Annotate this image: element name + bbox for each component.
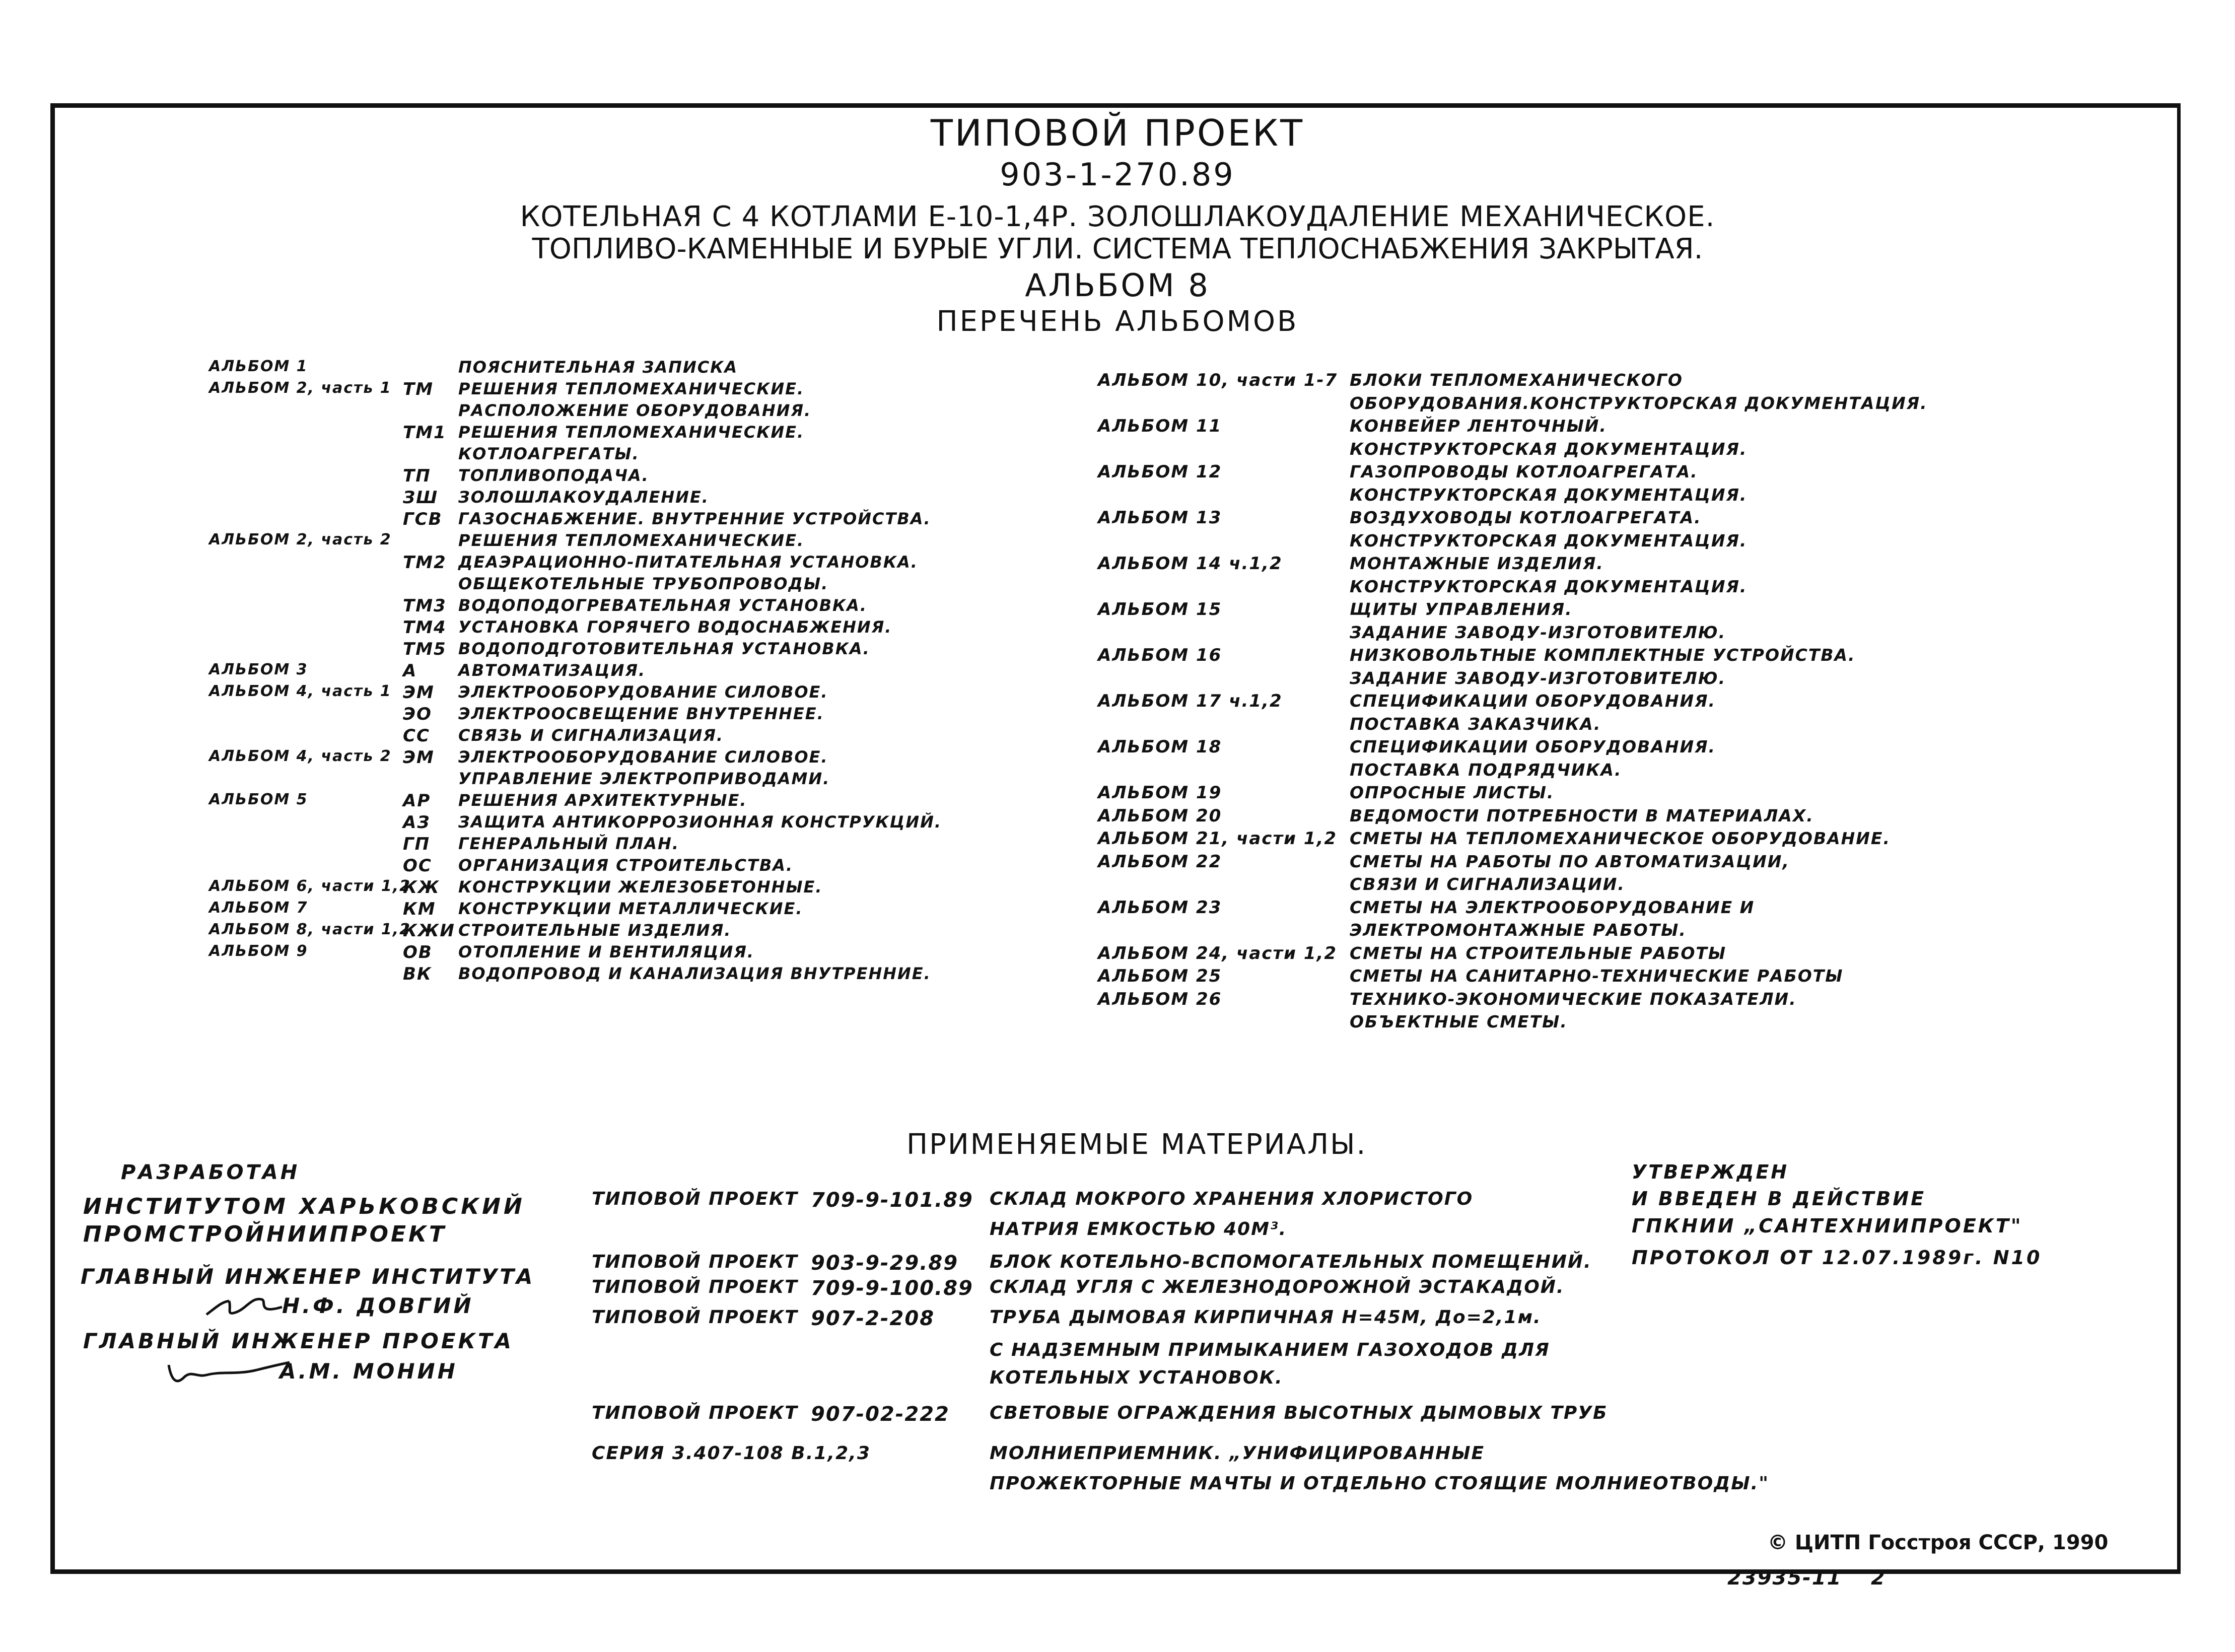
album-description: ЭЛЕКТРОМОНТАЖНЫЕ РАБОТЫ. bbox=[1350, 920, 1687, 940]
album-description: УПРАВЛЕНИЕ ЭЛЕКТРОПРИВОДАМИ. bbox=[458, 769, 830, 788]
album-description: ВОДОПОДГОТОВИТЕЛЬНАЯ УСТАНОВКА. bbox=[458, 639, 870, 658]
material-number: 907-2-208 bbox=[811, 1307, 935, 1330]
material-label: ТИПОВОЙ ПРОЕКТ bbox=[592, 1277, 798, 1297]
title-album: АЛЬБОМ 8 bbox=[1025, 267, 1210, 304]
album-description: КОНСТРУКЦИИ МЕТАЛЛИЧЕСКИЕ. bbox=[458, 899, 803, 918]
list-item bbox=[0, 714, 2166, 736]
list-item bbox=[0, 485, 2166, 507]
list-item bbox=[0, 874, 2166, 897]
album-description: МОНТАЖНЫЕ ИЗДЕЛИЯ. bbox=[1350, 554, 1604, 573]
section-code: КЖ bbox=[403, 877, 440, 898]
material-label: ТИПОВОЙ ПРОЕКТ bbox=[592, 1307, 798, 1328]
album-label: АЛЬБОМ 14 ч.1,2 bbox=[1098, 554, 1283, 574]
album-label: АЛЬБОМ 1 bbox=[209, 358, 308, 375]
album-description: АВТОМАТИЗАЦИЯ. bbox=[458, 661, 646, 680]
list-item bbox=[0, 416, 2166, 438]
album-description: СМЕТЫ НА РАБОТЫ ПО АВТОМАТИЗАЦИИ, bbox=[1350, 852, 1790, 871]
album-label: АЛЬБОМ 5 bbox=[209, 791, 308, 808]
album-description: ТОПЛИВОПОДАЧА. bbox=[458, 466, 649, 485]
section-code: ВК bbox=[403, 964, 432, 984]
material-number: 709-9-101.89 bbox=[811, 1189, 973, 1212]
section-code: ОВ bbox=[403, 942, 433, 962]
album-label: АЛЬБОМ 11 bbox=[1098, 416, 1222, 436]
album-description: СПЕЦИФИКАЦИИ ОБОРУДОВАНИЯ. bbox=[1350, 737, 1716, 756]
list-item bbox=[0, 920, 2166, 942]
album-description: ПОЯСНИТЕЛЬНАЯ ЗАПИСКА bbox=[458, 358, 738, 377]
list-item bbox=[0, 806, 2166, 828]
chief-engineer-project-name: А.М. МОНИН bbox=[280, 1359, 458, 1384]
album-description: СМЕТЫ НА САНИТАРНО-ТЕХНИЧЕСКИЕ РАБОТЫ bbox=[1350, 966, 1844, 986]
album-label: АЛЬБОМ 16 bbox=[1098, 645, 1222, 665]
list-item bbox=[0, 668, 2166, 691]
album-description: СВЯЗЬ И СИГНАЛИЗАЦИЯ. bbox=[458, 726, 724, 745]
material-number: 903-9-29.89 bbox=[811, 1252, 959, 1275]
material-description: С НАДЗЕМНЫМ ПРИМЫКАНИЕМ ГАЗОХОДОВ ДЛЯ bbox=[990, 1340, 1550, 1360]
album-label: АЛЬБОМ 18 bbox=[1098, 737, 1222, 757]
list-item bbox=[0, 577, 2166, 599]
album-label: АЛЬБОМ 12 bbox=[1098, 462, 1222, 482]
material-description: НАТРИЯ ЕМКОСТЬЮ 40М³. bbox=[990, 1219, 1287, 1240]
album-description: НИЗКОВОЛЬТНЫЕ КОМПЛЕКТНЫЕ УСТРОЙСТВА. bbox=[1350, 645, 1856, 665]
album-description: ЭЛЕКТРООСВЕЩЕНИЕ ВНУТРЕННЕЕ. bbox=[458, 704, 824, 723]
section-code: ЗШ bbox=[403, 488, 439, 508]
album-label: АЛЬБОМ 24, части 1,2 bbox=[1098, 943, 1338, 963]
album-description: РАСПОЛОЖЕНИЕ ОБОРУДОВАНИЯ. bbox=[458, 401, 812, 420]
material-description: КОТЕЛЬНЫХ УСТАНОВОК. bbox=[990, 1367, 1283, 1388]
material-description: ПРОЖЕКТОРНЫЕ МАЧТЫ И ОТДЕЛЬНО СТОЯЩИЕ МОЛНИЕОТВОДЫ." bbox=[990, 1473, 1770, 1494]
album-description: ЭЛЕКТРООБОРУДОВАНИЕ СИЛОВОЕ. bbox=[458, 682, 828, 702]
material-description: ТРУБА ДЫМОВАЯ КИРПИЧНАЯ Н=45М, До=2,1м. bbox=[990, 1307, 1542, 1328]
approved-label: УТВЕРЖДЕН bbox=[1632, 1161, 1789, 1183]
title-project-number: 903-1-270.89 bbox=[1000, 156, 1235, 193]
list-item bbox=[0, 1473, 2166, 1495]
album-label: АЛЬБОМ 4, часть 1 bbox=[209, 682, 392, 700]
album-description: УСТАНОВКА ГОРЯЧЕГО ВОДОСНАБЖЕНИЯ. bbox=[458, 617, 892, 637]
list-item bbox=[0, 691, 2166, 713]
album-description: КОНСТРУКТОРСКАЯ ДОКУМЕНТАЦИЯ. bbox=[1350, 485, 1748, 505]
signature-monin bbox=[161, 1350, 292, 1390]
album-description: ВОДОПРОВОД И КАНАЛИЗАЦИЯ ВНУТРЕННИЕ. bbox=[458, 964, 931, 983]
album-description: КОНСТРУКЦИИ ЖЕЛЕЗОБЕТОННЫЕ. bbox=[458, 877, 823, 897]
materials-heading: ПРИМЕНЯЕМЫЕ МАТЕРИАЛЫ. bbox=[906, 1128, 1367, 1161]
material-label: ТИПОВОЙ ПРОЕКТ bbox=[592, 1252, 798, 1272]
material-description: СКЛАД УГЛЯ С ЖЕЛЕЗНОДОРОЖНОЙ ЭСТАКАДОЙ. bbox=[990, 1277, 1565, 1297]
material-description: БЛОК КОТЕЛЬНО-ВСПОМОГАТЕЛЬНЫХ ПОМЕЩЕНИЙ. bbox=[990, 1252, 1592, 1272]
list-item bbox=[0, 737, 2166, 759]
album-label: АЛЬБОМ 4, часть 2 bbox=[209, 747, 392, 765]
section-code: СС bbox=[403, 726, 430, 746]
album-description: ОПРОСНЫЕ ЛИСТЫ. bbox=[1350, 783, 1555, 802]
album-description: РЕШЕНИЯ ТЕПЛОМЕХАНИЧЕСКИЕ. bbox=[458, 531, 805, 550]
album-description: ОБЪЕКТНЫЕ СМЕТЫ. bbox=[1350, 1012, 1568, 1031]
album-description: КОНВЕЙЕР ЛЕНТОЧНЫЙ. bbox=[1350, 416, 1607, 436]
page-number: 2 bbox=[1871, 1566, 1886, 1590]
album-label: АЛЬБОМ 7 bbox=[209, 899, 308, 917]
album-description: СТРОИТЕЛЬНЫЕ ИЗДЕЛИЯ. bbox=[458, 921, 732, 940]
list-item bbox=[0, 760, 2166, 782]
chief-engineer-institute-name: Н.Ф. ДОВГИЙ bbox=[282, 1293, 474, 1318]
album-label: АЛЬБОМ 26 bbox=[1098, 989, 1222, 1009]
album-label: АЛЬБОМ 8, части 1,2 bbox=[209, 921, 411, 938]
album-description: КОТЛОАГРЕГАТЫ. bbox=[458, 444, 640, 463]
material-number: 709-9-100.89 bbox=[811, 1277, 973, 1300]
album-description: ТЕХНИКО-ЭКОНОМИЧЕСКИЕ ПОКАЗАТЕЛИ. bbox=[1350, 989, 1797, 1009]
album-description: РЕШЕНИЯ АРХИТЕКТУРНЫЕ. bbox=[458, 791, 747, 810]
album-description: ГАЗОСНАБЖЕНИЕ. ВНУТРЕННИЕ УСТРОЙСТВА. bbox=[458, 509, 931, 528]
album-label: АЛЬБОМ 19 bbox=[1098, 783, 1222, 803]
album-description: ОБЩЕКОТЕЛЬНЫЕ ТРУБОПРОВОДЫ. bbox=[458, 574, 829, 593]
album-description: СВЯЗИ И СИГНАЛИЗАЦИИ. bbox=[1350, 874, 1625, 894]
list-item bbox=[0, 623, 2166, 645]
list-item bbox=[0, 599, 2166, 622]
album-label: АЛЬБОМ 6, части 1,2 bbox=[209, 877, 411, 895]
section-code: ТМ1 bbox=[403, 423, 447, 443]
material-description: МОЛНИЕПРИЕМНИК. „УНИФИЦИРОВАННЫЕ bbox=[990, 1443, 1485, 1464]
section-code: КМ bbox=[403, 899, 436, 919]
section-code: ТМ4 bbox=[403, 617, 447, 638]
list-item bbox=[0, 829, 2166, 851]
section-code: ЭМ bbox=[403, 747, 435, 768]
album-label: АЛЬБОМ 13 bbox=[1098, 508, 1222, 528]
list-item bbox=[0, 370, 2166, 392]
list-item bbox=[0, 554, 2166, 576]
album-label: АЛЬБОМ 23 bbox=[1098, 898, 1222, 918]
signature-dovgiy bbox=[201, 1287, 287, 1322]
album-description: ДЕАЭРАЦИОННО-ПИТАТЕЛЬНАЯ УСТАНОВКА. bbox=[458, 553, 918, 572]
material-number: 907-02-222 bbox=[811, 1403, 950, 1426]
list-item bbox=[0, 1012, 2166, 1034]
album-description: ЗАДАНИЕ ЗАВОДУ-ИЗГОТОВИТЕЛЮ. bbox=[1350, 623, 1726, 642]
copyright: © ЦИТП Госстроя СССР, 1990 bbox=[1768, 1531, 2109, 1554]
material-label: СЕРИЯ 3.407-108 В.1,2,3 bbox=[592, 1443, 871, 1464]
album-description: ГЕНЕРАЛЬНЫЙ ПЛАН. bbox=[458, 834, 679, 853]
album-description: ГАЗОПРОВОДЫ КОТЛОАГРЕГАТА. bbox=[1350, 462, 1698, 481]
list-item bbox=[0, 393, 2166, 416]
section-code: ТП bbox=[403, 466, 431, 486]
list-item bbox=[0, 783, 2166, 805]
document-number: 23935-11 bbox=[1727, 1566, 1842, 1590]
album-description: ЩИТЫ УПРАВЛЕНИЯ. bbox=[1350, 599, 1573, 619]
album-description: РЕШЕНИЯ ТЕПЛОМЕХАНИЧЕСКИЕ. bbox=[458, 379, 805, 398]
title-line-4: ТОПЛИВО-КАМЕННЫЕ И БУРЫЕ УГЛИ. СИСТЕМА ТЕПЛОСНАБЖЕНИЯ ЗАКРЫТАЯ. bbox=[532, 233, 1703, 265]
section-code: АЗ bbox=[403, 812, 431, 833]
album-label: АЛЬБОМ 25 bbox=[1098, 966, 1222, 986]
section-code: ГСВ bbox=[403, 509, 443, 529]
album-label: АЛЬБОМ 22 bbox=[1098, 852, 1222, 872]
title-album-list: ПЕРЕЧЕНЬ АЛЬБОМОВ bbox=[936, 305, 1299, 338]
album-label: АЛЬБОМ 3 bbox=[209, 661, 308, 678]
album-label: АЛЬБОМ 2, часть 1 bbox=[209, 379, 392, 397]
album-description: ВЕДОМОСТИ ПОТРЕБНОСТИ В МАТЕРИАЛАХ. bbox=[1350, 806, 1814, 825]
list-item bbox=[0, 1403, 2166, 1425]
list-item bbox=[0, 852, 2166, 874]
album-description: ПОСТАВКА ЗАКАЗЧИКА. bbox=[1350, 714, 1601, 734]
developer-institute-name: ПРОМСТРОЙНИИПРОЕКТ bbox=[83, 1221, 447, 1247]
album-description: ОБОРУДОВАНИЯ.КОНСТРУКТОРСКАЯ ДОКУМЕНТАЦИЯ. bbox=[1350, 393, 1928, 413]
chief-engineer-institute-label: ГЛАВНЫЙ ИНЖЕНЕР ИНСТИТУТА bbox=[81, 1264, 535, 1289]
list-item bbox=[0, 462, 2166, 484]
material-label: ТИПОВОЙ ПРОЕКТ bbox=[592, 1189, 798, 1209]
list-item bbox=[0, 439, 2166, 461]
section-code: ОС bbox=[403, 856, 432, 876]
list-item bbox=[0, 898, 2166, 920]
section-code: КЖИ bbox=[403, 921, 455, 941]
section-code: А bbox=[403, 661, 417, 681]
album-description: БЛОКИ ТЕПЛОМЕХАНИЧЕСКОГО bbox=[1350, 370, 1683, 390]
album-label: АЛЬБОМ 2, часть 2 bbox=[209, 531, 392, 548]
developer-institute: ИНСТИТУТОМ ХАРЬКОВСКИЙ bbox=[83, 1194, 525, 1219]
album-label: АЛЬБОМ 20 bbox=[1098, 806, 1222, 826]
approved-organization: ГПКНИИ „САНТЕХНИИПРОЕКТ" bbox=[1632, 1215, 2023, 1237]
album-label: АЛЬБОМ 21, части 1,2 bbox=[1098, 829, 1338, 849]
chief-engineer-project-label: ГЛАВНЫЙ ИНЖЕНЕР ПРОЕКТА bbox=[83, 1329, 514, 1353]
album-description: КОНСТРУКТОРСКАЯ ДОКУМЕНТАЦИЯ. bbox=[1350, 531, 1748, 550]
section-code: ЭМ bbox=[403, 682, 435, 703]
section-code: ТМ2 bbox=[403, 553, 447, 573]
album-description: СМЕТЫ НА СТРОИТЕЛЬНЫЕ РАБОТЫ bbox=[1350, 943, 1727, 963]
approved-protocol: ПРОТОКОЛ ОТ 12.07.1989г. N10 bbox=[1632, 1247, 2042, 1269]
material-description: СВЕТОВЫЕ ОГРАЖДЕНИЯ ВЫСОТНЫХ ДЫМОВЫХ ТРУБ bbox=[990, 1403, 1608, 1423]
album-description: ВОЗДУХОВОДЫ КОТЛОАГРЕГАТА. bbox=[1350, 508, 1702, 527]
album-label: АЛЬБОМ 10, части 1-7 bbox=[1098, 370, 1338, 390]
section-code: ТМ3 bbox=[403, 596, 447, 616]
album-description: СМЕТЫ НА ЭЛЕКТРООБОРУДОВАНИЕ И bbox=[1350, 898, 1755, 917]
album-description: СМЕТЫ НА ТЕПЛОМЕХАНИЧЕСКОЕ ОБОРУДОВАНИЕ. bbox=[1350, 829, 1891, 848]
album-description: ЭЛЕКТРООБОРУДОВАНИЕ СИЛОВОЕ. bbox=[458, 747, 828, 767]
material-description: СКЛАД МОКРОГО ХРАНЕНИЯ ХЛОРИСТОГО bbox=[990, 1189, 1474, 1209]
section-code: ТМ bbox=[403, 379, 434, 399]
list-item bbox=[0, 943, 2166, 966]
developer-label: РАЗРАБОТАН bbox=[121, 1161, 300, 1184]
album-label: АЛЬБОМ 17 ч.1,2 bbox=[1098, 691, 1283, 711]
list-item bbox=[0, 508, 2166, 530]
album-description: ПОСТАВКА ПОДРЯДЧИКА. bbox=[1350, 760, 1622, 780]
approved-enacted: И ВВЕДЕН В ДЕЙСТВИЕ bbox=[1632, 1188, 1926, 1210]
album-description: РЕШЕНИЯ ТЕПЛОМЕХАНИЧЕСКИЕ. bbox=[458, 423, 805, 442]
title-line-3: КОТЕЛЬНАЯ С 4 КОТЛАМИ Е-10-1,4Р. ЗОЛОШЛАКОУДАЛЕНИЕ МЕХАНИЧЕСКОЕ. bbox=[520, 200, 1715, 233]
album-label: АЛЬБОМ 15 bbox=[1098, 599, 1222, 620]
album-description: ОТОПЛЕНИЕ И ВЕНТИЛЯЦИЯ. bbox=[458, 942, 755, 961]
album-description: ОРГАНИЗАЦИЯ СТРОИТЕЛЬСТВА. bbox=[458, 856, 794, 875]
material-label: ТИПОВОЙ ПРОЕКТ bbox=[592, 1403, 798, 1423]
section-code: ТМ5 bbox=[403, 639, 447, 659]
section-code: АР bbox=[403, 791, 431, 811]
album-description: КОНСТРУКТОРСКАЯ ДОКУМЕНТАЦИЯ. bbox=[1350, 577, 1748, 596]
section-code: ГП bbox=[403, 834, 431, 854]
album-label: АЛЬБОМ 9 bbox=[209, 942, 308, 960]
album-description: СПЕЦИФИКАЦИИ ОБОРУДОВАНИЯ. bbox=[1350, 691, 1716, 711]
list-item bbox=[0, 966, 2166, 988]
album-description: ЗАЩИТА АНТИКОРРОЗИОННАЯ КОНСТРУКЦИЙ. bbox=[458, 812, 942, 832]
album-description: КОНСТРУКТОРСКАЯ ДОКУМЕНТАЦИЯ. bbox=[1350, 439, 1748, 459]
album-description: ЗОЛОШЛАКОУДАЛЕНИЕ. bbox=[458, 488, 709, 507]
list-item bbox=[0, 645, 2166, 667]
list-item bbox=[0, 531, 2166, 553]
album-description: ВОДОПОДОГРЕВАТЕЛЬНАЯ УСТАНОВКА. bbox=[458, 596, 868, 615]
title-line-1: ТИПОВОЙ ПРОЕКТ bbox=[930, 112, 1305, 154]
section-code: ЭО bbox=[403, 704, 432, 724]
list-item bbox=[0, 989, 2166, 1011]
list-item bbox=[0, 1443, 2166, 1465]
album-description: ЗАДАНИЕ ЗАВОДУ-ИЗГОТОВИТЕЛЮ. bbox=[1350, 668, 1726, 688]
